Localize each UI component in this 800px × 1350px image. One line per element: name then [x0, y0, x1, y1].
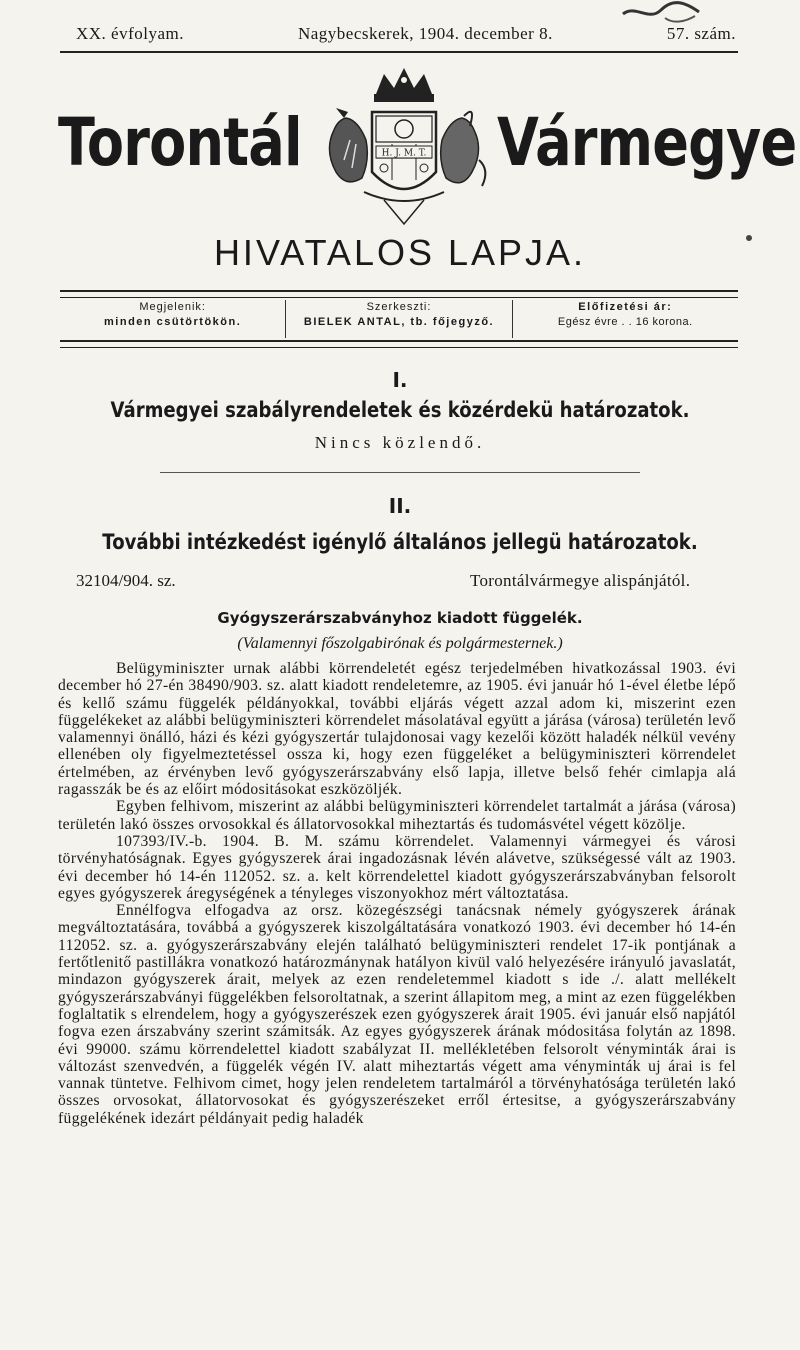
body-paragraph: Belügyminiszter urnak alábbi körrendeletét egész terjedelmében hivatkozással 1903. évi december hó 27-én 38490/903. sz. alatt kiadott rendeletemre, az 1905. évi január hó 1-ével életbe lépő és kellő számu függelék példányokkal, további eljárás végett azzal adom ki, miszerint ezen függelékeket az alábbi belügyminiszteri körrendelet másolatával együtt a járása (városa) területén levő valamennyi önálló, házi és kézi gyógyszertár tulajdonosai vagy kezelői között haladék nélkül vevény ellenében oly figyelmeztetéssel ossza ki, hogy ezen függeléket a belügyminiszteri körrendelet értelmében, az érvényben levő gyógyszerárszabvány első lapja, illetve belső fehér cimlapja alá ragasszák be és az előirt módositásokat eszközöljék. [58, 660, 736, 799]
section-divider [160, 472, 640, 473]
issue-number: 57. szám. [666, 24, 736, 43]
masthead-title-right: Vármegye [497, 104, 797, 181]
section-1-number: I. [392, 368, 408, 392]
body-paragraph: Ennélfogva elfogadva az orsz. közegészségi tanácsnak némely gyógyszerek árának megváltoztatására, továbbá a gyógyszerek kiszolgáltatására vonatkozó 1903. évi december hó 14-én 112052. sz. a. gyógyszerárszabvány elején található belügyminiszteri rendelet 17-ik pontjának a fertőtlenitő pastillákra vonatkozó határozmánynak hatályon kivül való helyezésére irányuló javaslatát, mindazon gyógyszerek árait, melyek az ezen rendeletemmel kiadott s ide ./. alatt mellékelt gyógyszerárszabványi függelékben felsoroltatnak, a szerint állapitom meg, a mint az ezen függelékben foglaltatik s elrendelem, hogy a gyógyszerészek ezen gyógyszerek árait 1905. évi január első napjától fogva ezen árszabvány szerint számitsák. Az egyes gyógyszerek árának módositása folytán az 1898. évi 99000. számu körrendelettel kiadott szabályzat II. mellékletében felsorolt vényminták árai is változást szenvedvén, a függelék végén IV. alatt miheztartás végett ama vényminták uj árai is fel vannak tüntetve. Felhivom cimet, hogy jelen rendeletem tartalmáról a törvényhatósága területén lakó összes orvosokat, állatorvosokat és gyógyszerészeket erről értesitse, a gyógyszerárszabvány függelékének idezárt példányait pedig haladék [58, 902, 736, 1127]
section-1-title: Vármegyei szabályrendeletek és közérdekü határozatok. [110, 398, 690, 422]
body-paragraph: Egyben felhivom, miszerint az alábbi belügyminiszteri körrendelet tartalmát a járása (városa) területén lakó összes orvosokkal és állatorvosokkal miheztartás és tudomásvétel végett közölje. [58, 798, 736, 833]
publish-value: minden csütörtökön. [104, 316, 242, 328]
subscription-price [512, 300, 738, 338]
volume-label: XX. évfolyam. [76, 24, 185, 43]
editor-label: Szerkeszti: [366, 301, 432, 313]
ink-dot [746, 235, 752, 241]
info-top-rule [60, 290, 738, 298]
document-addressee: (Valamennyi főszolgabirónak és polgármesternek.) [237, 635, 563, 652]
info-bottom-rule [60, 340, 738, 348]
section-2-title: További intézkedést igénylő általános jellegü határozatok. [102, 530, 698, 554]
publish-label: Megjelenik: [139, 301, 206, 313]
publish-schedule [60, 300, 285, 338]
section-2-number: II. [388, 494, 412, 518]
publication-info [60, 300, 738, 338]
ink-scribble-mark [615, 0, 705, 28]
document-body [58, 660, 736, 1127]
county-coat-of-arms [314, 60, 494, 230]
document-reference-number: 32104/904. sz. [76, 571, 176, 590]
document-authority: Torontálvármegye alispánjától. [470, 571, 691, 590]
masthead-subtitle: HIVATALOS LAPJA. [213, 232, 587, 273]
place-date: Nagybecskerek, 1904. december 8. [297, 24, 553, 43]
editor-value: BIELEK ANTAL, tb. főjegyző. [303, 316, 495, 328]
price-label: Előfizetési ár: [578, 301, 673, 313]
crest-inscription: H. J. M. T. [381, 148, 427, 159]
price-value: Egész évre . . 16 korona. [557, 316, 693, 328]
editor-info [285, 300, 511, 338]
document-title: Gyógyszerárszabványhoz kiadott függelék. [217, 609, 583, 627]
header-rule [60, 51, 738, 53]
masthead-title-left: Torontál [58, 104, 302, 181]
section-1-note: Nincs közlendő. [314, 433, 486, 452]
body-paragraph: 107393/IV.-b. 1904. B. M. számu körrendelet. Valamennyi vármegyei és városi törvényhatóságnak. Egyes gyógyszerek árai ingadozásnak lévén alávetve, szükségessé vált az 1903. évi december hó 14-én 112052. sz. a. kelt körrendelettel kiadott gyógyszerárszabványban felsorolt egyes gyógyszerek áregységének a tényleges viszonyokhoz mért változtatása. [58, 832, 736, 902]
